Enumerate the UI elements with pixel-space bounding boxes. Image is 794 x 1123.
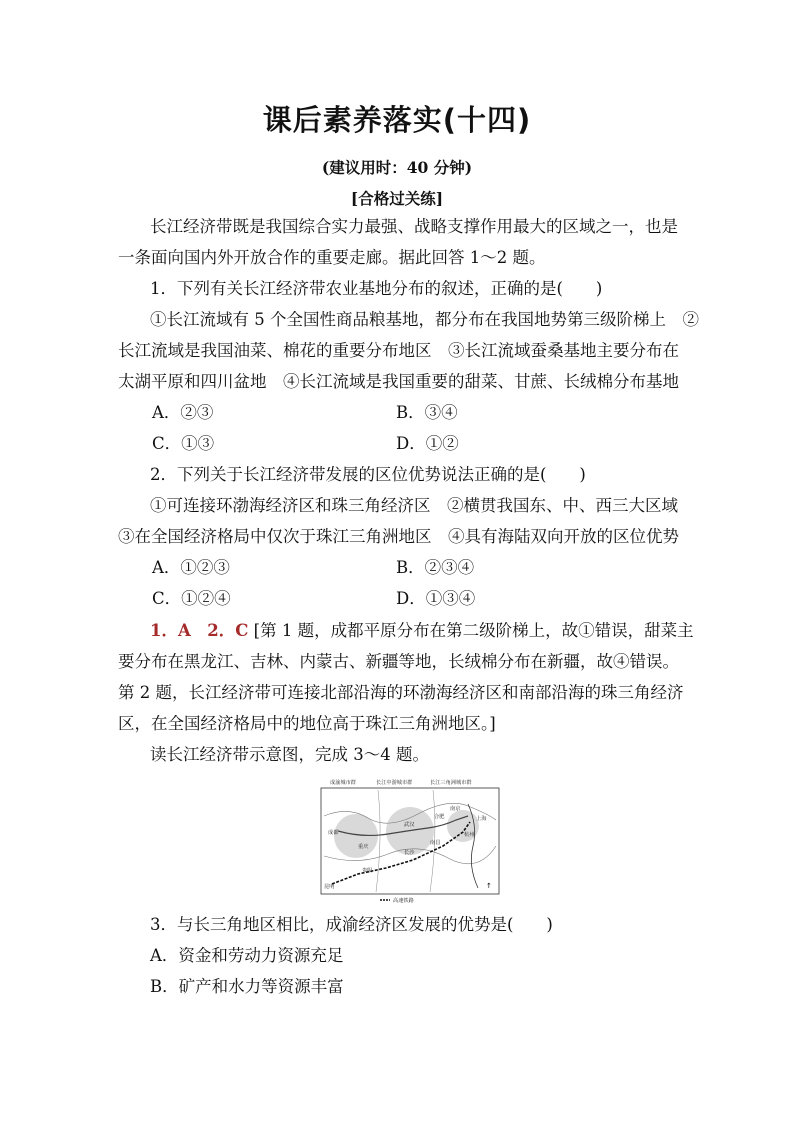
map-city-label: 成都 bbox=[328, 830, 339, 836]
answer-line bbox=[150, 623, 710, 640]
map-city-label: 南昌 bbox=[430, 840, 441, 846]
page-title: 课后素养落实(十四) bbox=[262, 103, 532, 137]
question-1-body: ①长江流域有 5 个全国性商品粮基地，都分布在我国地势第三级阶梯上 ② bbox=[150, 310, 699, 329]
map-city-label: 南京 bbox=[450, 806, 461, 812]
question-2-body: ③在全国经济格局中仅次于珠江三角洲地区 ④具有海陆双向开放的区位优势 bbox=[118, 527, 679, 546]
question-1-option-d: D．①② bbox=[396, 434, 459, 453]
map-header-label: 长江中游城市群 bbox=[376, 780, 413, 786]
map-city-label: 贵阳 bbox=[362, 868, 373, 874]
map-city-label: 重庆 bbox=[358, 844, 369, 850]
north-arrow-icon: ↑ bbox=[486, 882, 492, 890]
map-city-label: 武汉 bbox=[404, 822, 415, 828]
question-2-option-a: A．①②③ bbox=[152, 558, 230, 577]
answer-explanation: [第 1 题，成都平原分布在第二级阶梯上，故①错误，甜菜主 bbox=[253, 621, 694, 640]
map-legend-label: 高速铁路 bbox=[393, 898, 414, 904]
question-2-option-c: C．①②④ bbox=[152, 589, 231, 608]
map-city-label: 长沙 bbox=[404, 850, 415, 856]
map-city-label: 杭州 bbox=[464, 832, 475, 838]
map-city-label: 合肥 bbox=[434, 814, 445, 820]
question-2-body: ①可连接环渤海经济区和珠三角经济区 ②横贯我国东、中、西三大区域 bbox=[150, 496, 678, 515]
answer-explanation: 区，在全国经济格局中的地位高于珠江三角洲地区。] bbox=[118, 714, 496, 733]
answer-key: 1．A 2．C bbox=[150, 621, 249, 640]
question-3-stem: 3．与长三角地区相比，成渝经济区发展的优势是( ) bbox=[150, 915, 553, 934]
section-heading: [合格过关练] bbox=[350, 189, 444, 208]
intro-line: 一条面向国内外开放合作的重要走廊。据此回答 1～2 题。 bbox=[118, 248, 546, 267]
question-3-option-a: A．资金和劳动力资源充足 bbox=[150, 946, 344, 965]
question-1-option-b: B．③④ bbox=[396, 403, 458, 422]
intro-line: 长江经济带既是我国综合实力最强、战略支撑作用最大的区域之一，也是 bbox=[150, 217, 678, 236]
question-3-option-b: B．矿产和水力等资源丰富 bbox=[150, 977, 344, 996]
time-note: (建议用时：40 分钟) bbox=[321, 158, 473, 177]
map-header-label: 成渝城市群 bbox=[330, 780, 356, 786]
question-1-option-c: C．①③ bbox=[152, 434, 215, 453]
map-header-label: 长江三角洲城市群 bbox=[430, 780, 472, 786]
question-1-body: 长江流域是我国油菜、棉花的重要分布地区 ③长江流域蚕桑基地主要分布在 bbox=[118, 341, 679, 360]
map-city-label: 昆明 bbox=[324, 884, 335, 890]
question-1-stem: 1．下列有关长江经济带农业基地分布的叙述，正确的是( ) bbox=[150, 279, 603, 298]
question-2-option-d: D．①③④ bbox=[396, 589, 476, 608]
question-1-option-a: A．②③ bbox=[152, 403, 214, 422]
answer-explanation: 要分布在黑龙江、吉林、内蒙古、新疆等地，长绒棉分布在新疆，故④错误。 bbox=[118, 652, 679, 671]
read-prompt: 读长江经济带示意图，完成 3～4 题。 bbox=[150, 745, 429, 764]
question-1-body: 太湖平原和四川盆地 ④长江流域是我国重要的甜菜、甘蔗、长绒棉分布基地 bbox=[118, 372, 679, 391]
answer-explanation: 第 2 题，长江经济带可连接北部沿海的环渤海经济区和南部沿海的珠三角经济 bbox=[118, 683, 684, 702]
yangtze-economic-belt-map bbox=[318, 776, 502, 904]
question-2-stem: 2．下列关于长江经济带发展的区位优势说法正确的是( ) bbox=[150, 465, 586, 484]
question-2-option-b: B．②③④ bbox=[396, 558, 475, 577]
map-city-label: 上海 bbox=[476, 816, 487, 822]
